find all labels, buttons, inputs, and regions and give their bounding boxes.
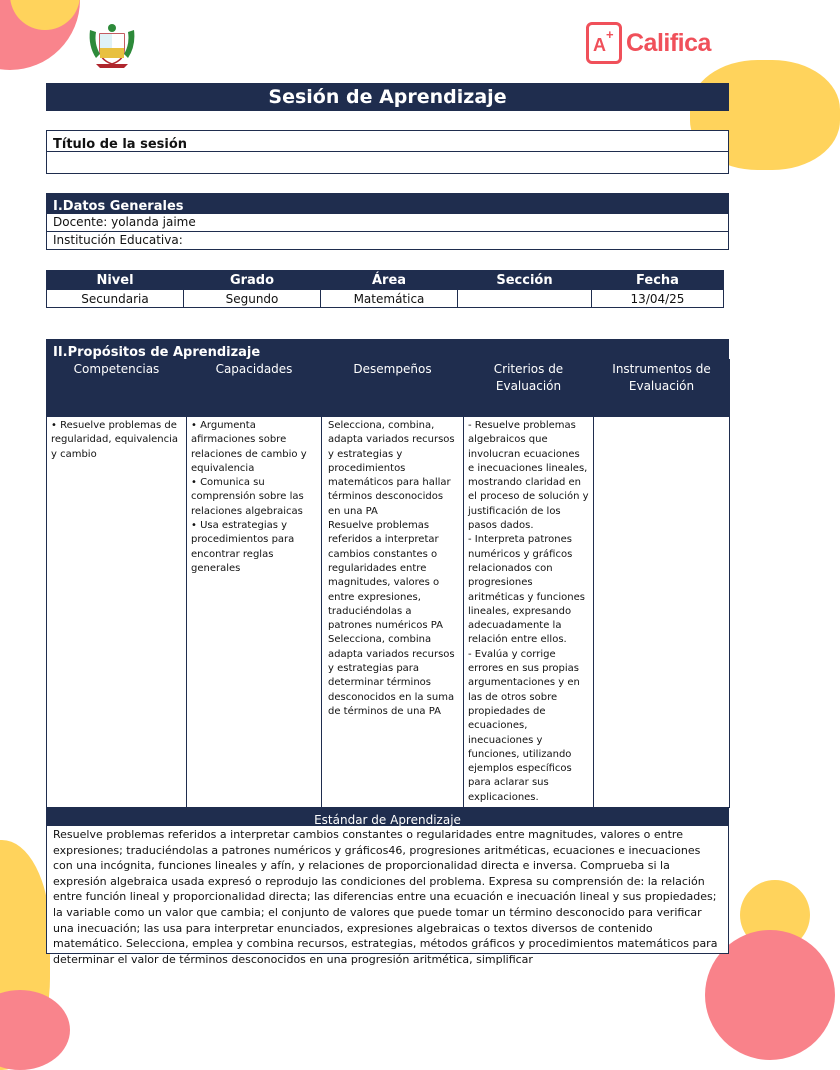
desempeno-item: Resuelve problemas referidos a interpretar cambios constantes o regularidades entre magnitudes, valores o entre expresiones, traduciéndolas a patrones numéricos PA [328,520,443,632]
info-value-nivel: Secundaria [47,290,184,308]
brand-icon [586,22,622,64]
info-header-seccion: Sección [458,271,592,290]
col-instrumentos: Instrumentos de Evaluación [594,360,730,417]
info-header-nivel: Nivel [47,271,184,290]
general-data-heading: I.Datos Generales [53,199,184,214]
desempeno-item: Selecciona, combina adapta variados recursos y estrategias para determinar términos desconocidos en la suma de términos de una PA [328,634,455,717]
desempeno-item: Selecciona, combina, adapta variados recursos y estrategias y procedimientos matemáticos para hallar términos desconocidos en una PA [328,420,455,517]
info-header-grado: Grado [184,271,321,290]
standard-heading-row [47,809,728,826]
capacidad-item: • Comunica su comprensión sobre las relaciones algebraicas [191,477,304,517]
info-header-fecha: Fecha [592,271,724,290]
purposes-content-row [47,417,730,808]
info-table [46,270,723,308]
info-value-seccion [458,290,592,308]
session-title-value[interactable] [47,152,728,173]
page-title: Sesión de Aprendizaje [268,86,507,108]
criterio-item: - Resuelve problemas algebraicos que involucran ecuaciones e inecuaciones lineales, mostrando claridad en el proceso de solución y justificación de los pasos dados. [468,420,589,532]
brand-icon-plus: + [606,27,614,42]
institution-row: Institución Educativa: [53,233,183,247]
criterio-item: - Evalúa y corrige errores en sus propias argumentaciones y en las de otros sobre propiedades de ecuaciones, inecuaciones y funciones, utilizando ejemplos específicos para aclarar sus explicaciones. [468,648,580,803]
capacidad-item: • Usa estrategias y procedimientos para encontrar reglas generales [191,520,295,574]
cell-desempenos [322,417,464,808]
info-value-grado: Segundo [184,290,321,308]
info-table-header-row [47,271,724,290]
capacidad-item: • Argumenta afirmaciones sobre relaciones de cambio y equivalencia [191,420,307,474]
teacher-row: Docente: yolanda jaime [47,214,728,232]
competencia-item: • Resuelve problemas de regularidad, equivalencia y cambio [51,420,179,460]
coat-of-arms-emblem [86,20,138,72]
col-capacidades: Capacidades [187,360,322,417]
col-competencias: Competencias [47,360,187,417]
info-table-value-row [47,290,724,308]
cell-criterios [464,417,594,808]
cell-instrumentos [594,417,730,808]
purposes-heading-row [46,339,729,359]
general-data-heading-row [47,194,728,214]
decor-blob-pink-bottom-left [0,990,70,1070]
purposes-heading: II.Propósitos de Aprendizaje [53,345,261,360]
standard-box [46,808,729,966]
col-desempenos: Desempeños [322,360,464,417]
cell-capacidades [187,417,322,808]
info-value-fecha: 13/04/25 [592,290,724,308]
col-criterios: Criterios de Evaluación [464,360,594,417]
brand-logo [586,20,726,66]
purposes-table [46,359,730,808]
session-title-label-row [47,131,728,152]
purposes-section [46,339,729,808]
brand-icon-letter: A [593,35,606,55]
standard-text: Resuelve problemas referidos a interpretar cambios constantes o regularidades entre magnitudes, valores o entre expresiones; traduciéndolas a patrones numéricos y gráficos46, progresiones aritméticas, ecuaciones e inecuaciones con una incógnita, funciones lineales y afín, y relaciones de proporcionalidad directa e inversa. Comprueba si la expresión algebraica usada expresó o reprodujo las condiciones del problema. Expresa su comprensión de: la relación entre función lineal y proporcionalidad directa; las diferencias entre una ecuación e inecuación lineal y sus propiedades; la variable como un valor que cambia; el conjunto de valores que puede tomar un término desconocido para verificar una inecuación; las usa para interpretar enunciados, expresiones algebraicas o textos diversos de contenido matemático. Selecciona, emplea y combina recursos, estrategias, métodos gráficos y procedimientos matemáticos para determinar el valor de términos desconocidos en una progresión aritmética, simplificar [53,828,718,966]
page-title-bar [46,83,729,111]
session-title-box [46,130,729,174]
standard-heading: Estándar de Aprendizaje [314,813,461,827]
cell-competencias [47,417,187,808]
purposes-header-row [47,360,730,417]
session-title-label: Título de la sesión [53,137,188,152]
info-value-area: Matemática [321,290,458,308]
general-data-box [46,193,729,250]
criterio-item: - Interpreta patrones numéricos y gráficos relacionados con progresiones aritméticas y funciones lineales, expresando adecuadamente la relación entre ellos. [468,534,585,646]
info-header-area: Área [321,271,458,290]
brand-name: Califica [626,28,711,57]
